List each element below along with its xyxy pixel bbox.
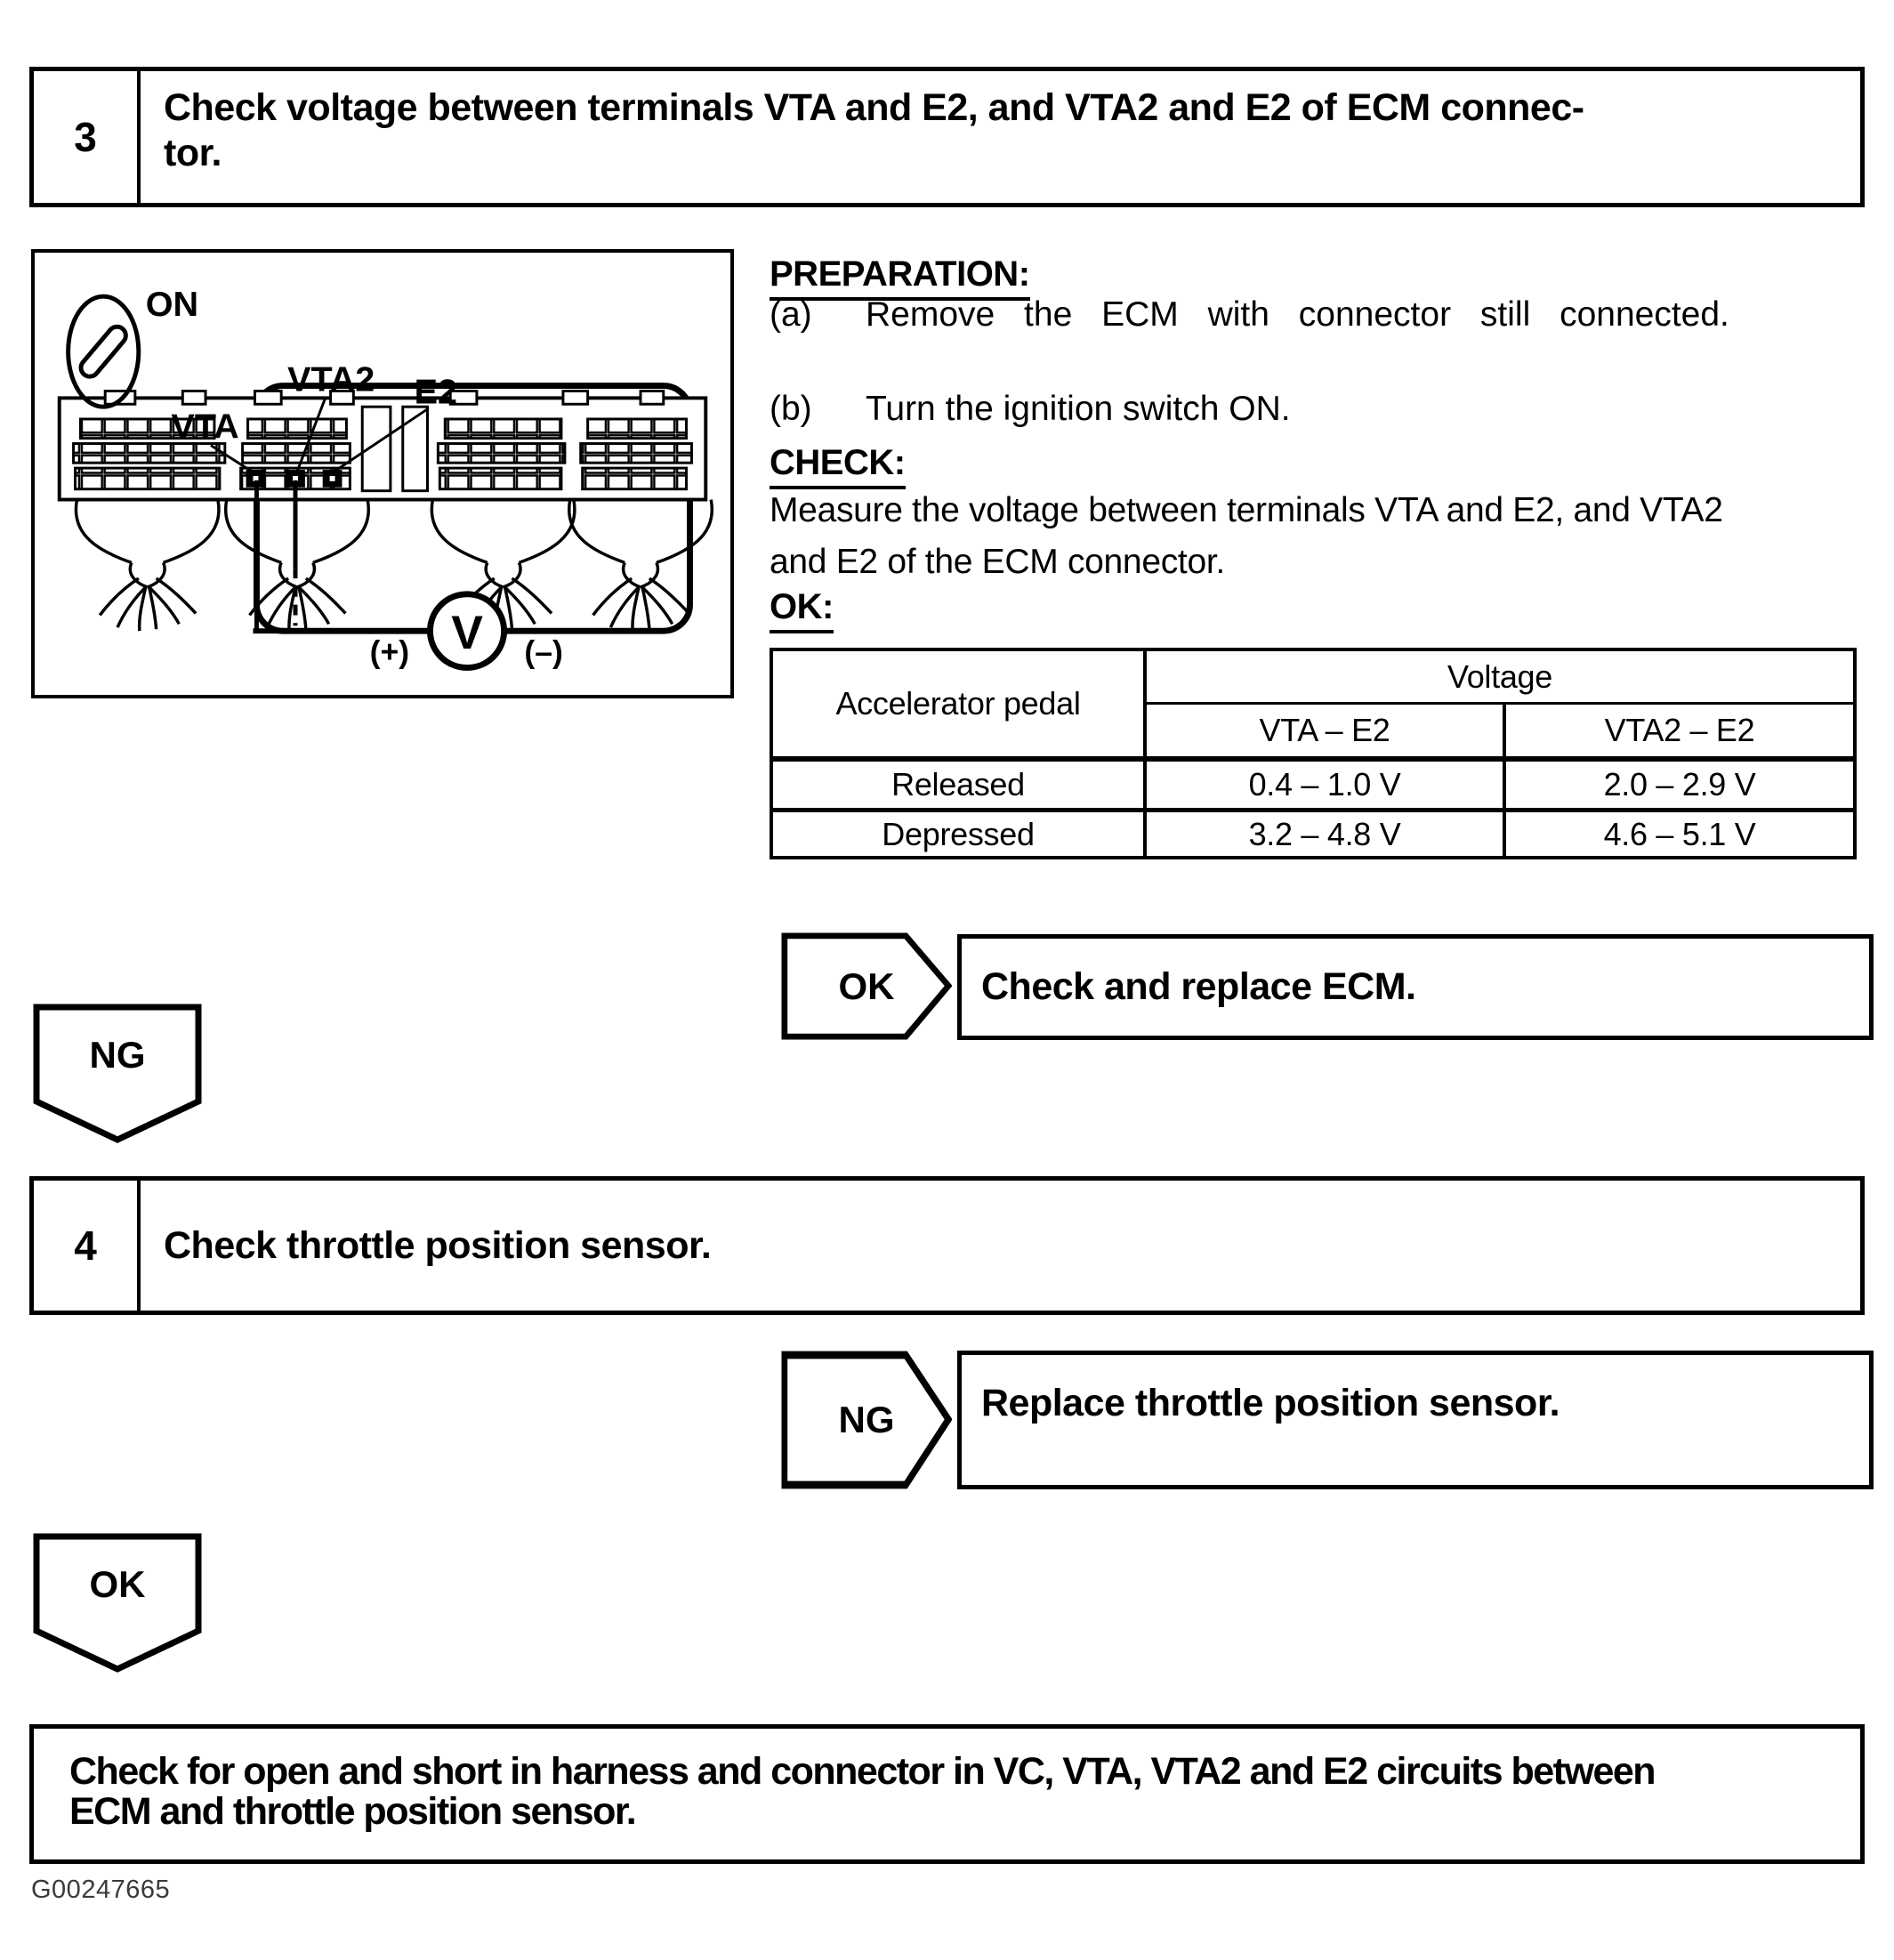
ng-connector-label: NG — [89, 1034, 146, 1076]
prep-item-a-marker: (a) — [770, 295, 812, 334]
e2-label: E2 — [414, 372, 458, 412]
step4-title: Check throttle position sensor. — [164, 1223, 712, 1267]
ng-action-box — [957, 1351, 1874, 1489]
voltmeter-symbol: V — [451, 606, 483, 659]
ng-branch-arrow — [781, 1351, 952, 1489]
voltmeter-icon — [430, 594, 504, 668]
table-cell-depressed-vta-e2: 3.2 – 4.8 V — [1147, 808, 1506, 856]
voltmeter-plus-label: (+) — [369, 633, 410, 670]
table-cell-released-vta-e2: 0.4 – 1.0 V — [1147, 756, 1506, 808]
ecm-connector-drawing — [35, 253, 730, 695]
check-text — [770, 491, 1890, 582]
ok-branch-label: OK — [838, 964, 895, 1007]
check-heading: CHECK: — [770, 443, 906, 489]
ng-flow-connector — [33, 1004, 202, 1144]
step4-header-box — [29, 1176, 1865, 1315]
ng-action-text: Replace throttle position sensor. — [981, 1382, 1560, 1424]
ignition-on-label: ON — [145, 284, 199, 324]
ok-action-text: Check and replace ECM. — [981, 965, 1416, 1008]
step3-header-box — [29, 67, 1865, 207]
voltage-spec-table — [770, 648, 1857, 859]
figure-code: G00247665 — [31, 1875, 171, 1904]
step3-title — [141, 71, 1593, 203]
prep-item-b — [770, 390, 1877, 429]
table-cell-depressed-vta2-e2: 4.6 – 5.1 V — [1506, 808, 1853, 856]
table-group-header: Voltage — [1147, 651, 1853, 705]
step3-number: 3 — [34, 71, 141, 203]
table-col-header-vta2-e2: VTA2 – E2 — [1604, 712, 1755, 748]
ignition-key-icon — [69, 296, 139, 407]
harness-tuft-1 — [76, 500, 219, 632]
table-row-header: Accelerator pedal — [773, 651, 1147, 756]
ok-branch-arrow — [781, 932, 952, 1040]
ng-branch-label: NG — [838, 1399, 895, 1440]
table-cell-pedal-depressed: Depressed — [773, 808, 1147, 856]
pin-blocks — [74, 407, 692, 490]
ok-action-box — [957, 934, 1874, 1040]
check-text-line1: Measure the voltage between terminals VTA and E2, and VTA2 — [770, 491, 1723, 529]
step4-number: 4 — [34, 1181, 141, 1311]
ok-flow-connector — [33, 1533, 202, 1674]
check-text-line2: and E2 of the ECM connector. — [770, 543, 1225, 581]
prep-item-a-text: Remove the ECM with connector still connected. — [866, 295, 1729, 334]
voltmeter-minus-label: (–) — [524, 633, 563, 670]
table-cell-pedal-released: Released — [773, 756, 1147, 808]
step3-title-line1: Check voltage between terminals VTA and E2, and VTA2 and E2 of ECM connec- — [164, 86, 1584, 129]
table-cell-released-vta2-e2: 2.0 – 2.9 V — [1506, 756, 1853, 808]
preparation-heading: PREPARATION: — [770, 254, 1030, 301]
prep-item-b-marker: (b) — [770, 390, 812, 428]
final-action-line1: Check for open and short in harness and connector in VC, VTA, VTA2 and E2 circuits between — [69, 1750, 1656, 1793]
table-col-header-vta-e2: VTA – E2 — [1147, 705, 1506, 756]
final-action-line2: ECM and throttle position sensor. — [69, 1790, 636, 1834]
vta2-label: VTA2 — [287, 359, 375, 399]
vta-label: VTA — [171, 407, 239, 447]
prep-item-a — [770, 295, 1877, 335]
prep-item-b-text: Turn the ignition switch ON. — [866, 390, 1291, 428]
final-action-box — [29, 1724, 1865, 1864]
ok-heading: OK: — [770, 587, 834, 633]
step3-title-line2: tor. — [164, 131, 222, 174]
ok-connector-label: OK — [89, 1563, 146, 1605]
ecm-connector-diagram — [31, 249, 734, 698]
